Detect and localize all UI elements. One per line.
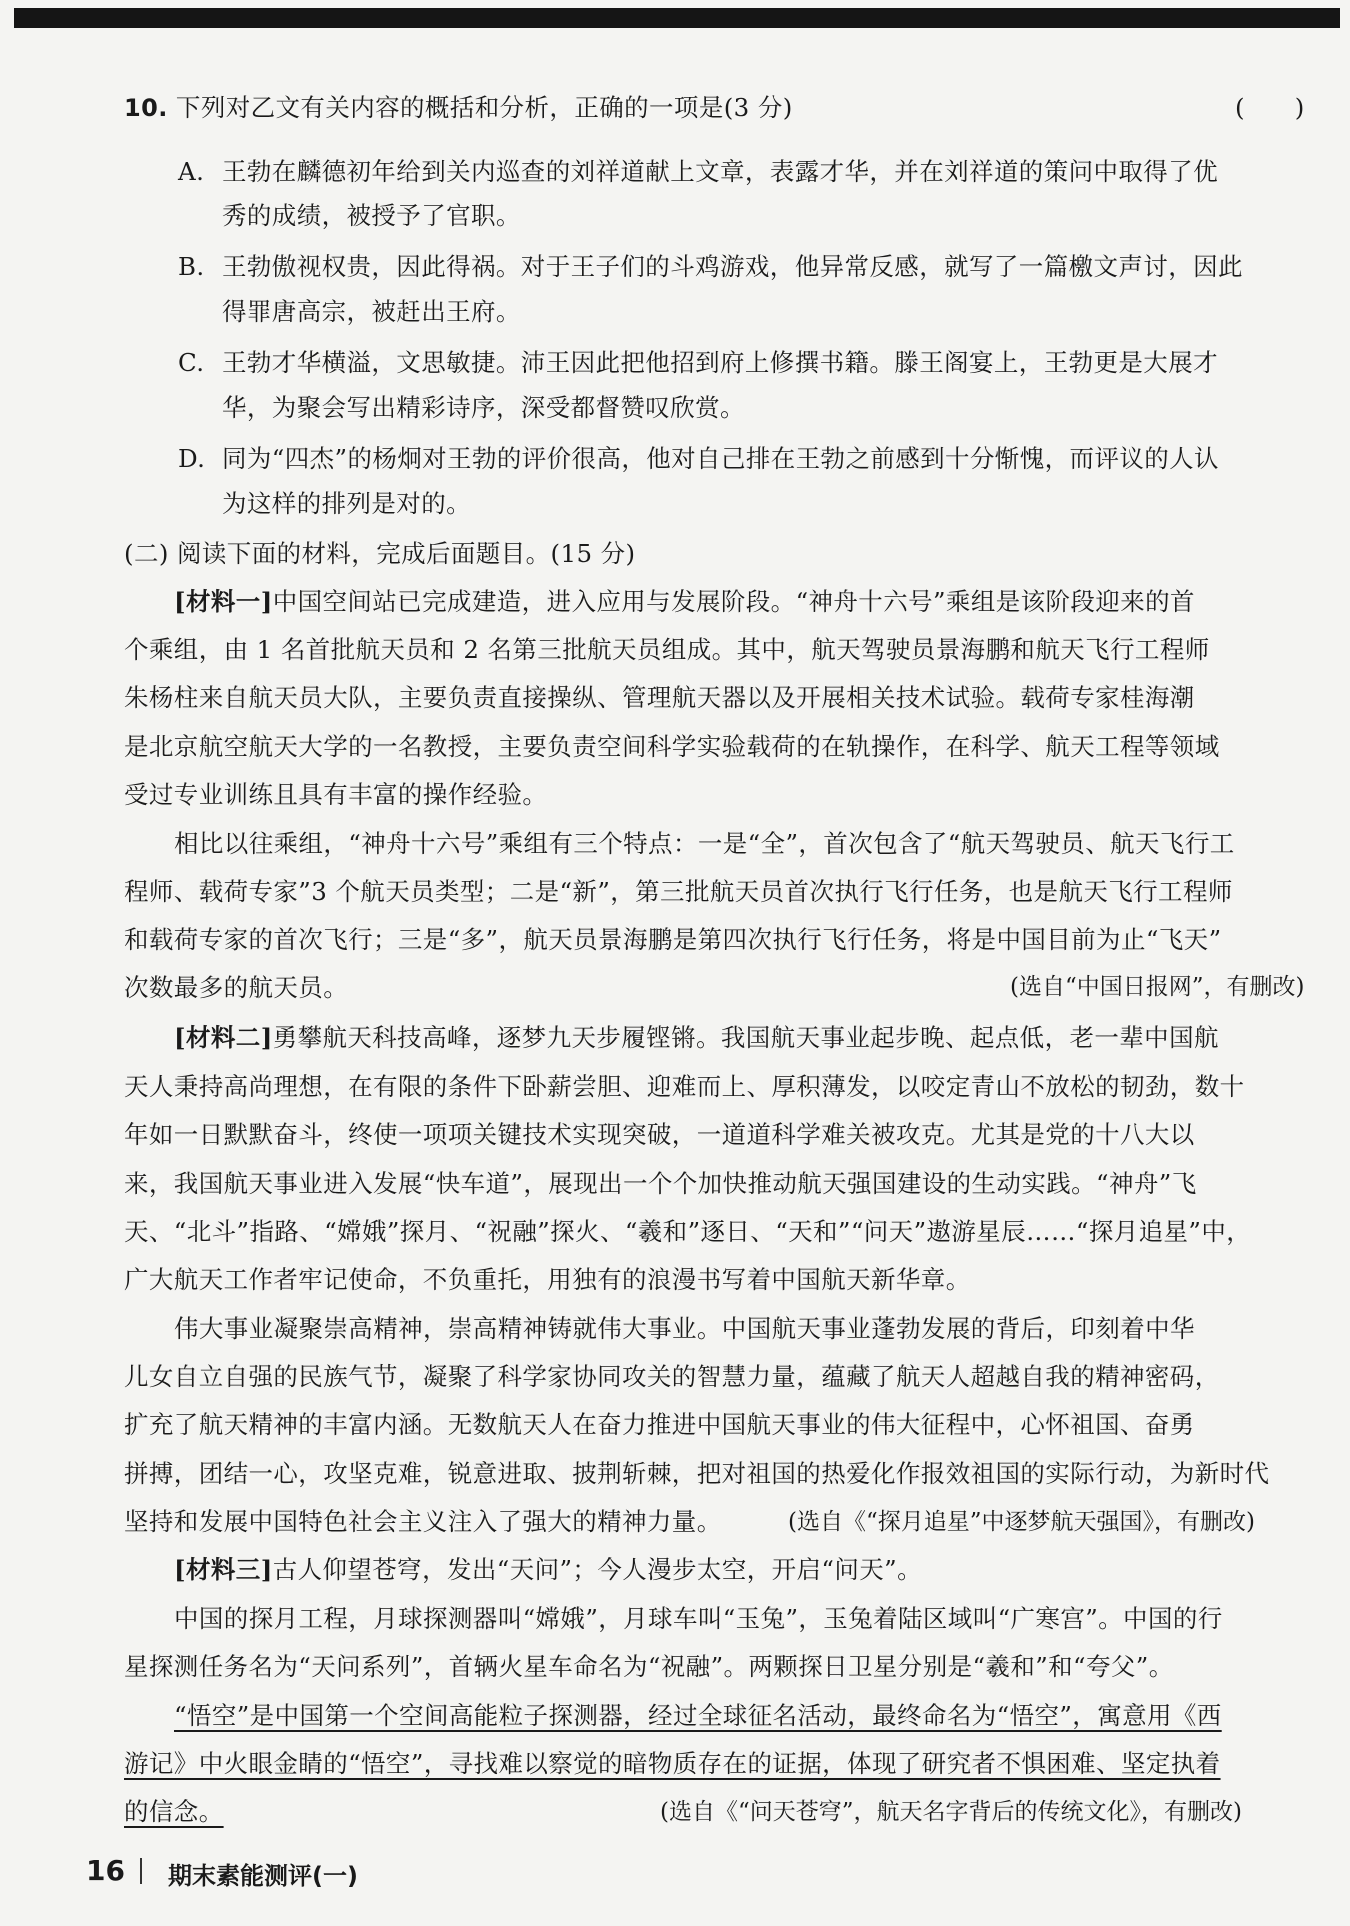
material1-line: 是北京航空航天大学的一名教授，主要负责空间科学实验载荷的在轨操作，在科学、航天工程等领域 xyxy=(124,732,1220,761)
footer-divider xyxy=(140,1858,142,1884)
material1-line: 次数最多的航天员。 xyxy=(124,973,349,1002)
answer-box: ( ) xyxy=(1235,93,1305,122)
material2-line: 伟大事业凝聚崇高精神，崇高精神铸就伟大事业。中国航天事业蓬勃发展的背后，印刻着中华 xyxy=(174,1314,1195,1343)
option-b-label: B. xyxy=(178,252,205,281)
option-c-line2: 华，为聚会写出精彩诗序，深受都督赞叹欣赏。 xyxy=(222,393,745,422)
option-c-line1: 王勃才华横溢，文思敏捷。沛王因此把他招到府上修撰书籍。滕王阁宴上，王勃更是大展才 xyxy=(222,348,1218,377)
material3-tag: [材料三] xyxy=(174,1555,273,1584)
material1-text: 中国空间站已完成建造，进入应用与发展阶段。“神舟十六号”乘组是该阶段迎来的首 xyxy=(272,587,1195,616)
material1-line: 受过专业训练且具有丰富的操作经验。 xyxy=(124,780,548,809)
question-10-stem xyxy=(124,92,793,124)
material3-first-line xyxy=(174,1554,922,1586)
option-d-line2: 为这样的排列是对的。 xyxy=(222,489,471,518)
material3-source: (选自《“问天苍穹”，航天名字背后的传统文化》，有删改) xyxy=(660,1799,1242,1825)
material1-line: 程师、载荷专家”3 个航天员类型；二是“新”，第三批航天员首次执行飞行任务，也是航天飞行工程师 xyxy=(124,877,1233,906)
option-a-label: A. xyxy=(178,157,205,186)
material3-underlined-line: 游记》中火眼金睛的“悟空”，寻找难以察觉的暗物质存在的证据，体现了研究者不惧困难、坚定执着 xyxy=(124,1749,1221,1778)
material1-line: 相比以往乘组，“神舟十六号”乘组有三个特点：一是“全”，首次包含了“航天驾驶员、航天飞行工 xyxy=(174,829,1235,858)
material3-underlined-line: 的信念。 xyxy=(124,1797,224,1826)
material1-tag: [材料一] xyxy=(174,587,273,616)
material2-line: 儿女自立自强的民族气节，凝聚了科学家协同攻关的智慧力量，蕴藏了航天人超越自我的精神密码， xyxy=(124,1362,1220,1391)
material2-line: 拼搏，团结一心，攻坚克难，锐意进取、披荆斩棘，把对祖国的热爱化作报效祖国的实际行动，为新时代 xyxy=(124,1459,1270,1488)
option-c-label: C. xyxy=(178,348,205,377)
page-number: 16 xyxy=(86,1854,125,1887)
material1-line: 个乘组，由 1 名首批航天员和 2 名第三批航天员组成。其中，航天驾驶员景海鹏和航天飞行工程师 xyxy=(124,635,1210,664)
material1-first-line xyxy=(174,586,1195,618)
material2-line: 扩充了航天精神的丰富内涵。无数航天人在奋力推进中国航天事业的伟大征程中，心怀祖国、奋勇 xyxy=(124,1410,1195,1439)
material3-line: 中国的探月工程，月球探测器叫“嫦娥”，月球车叫“玉兔”，玉兔着陆区域叫“广寒宫”。中国的行 xyxy=(174,1604,1223,1633)
material2-line: 来，我国航天事业进入发展“快车道”，展现出一个个加快推动航天强国建设的生动实践。“神舟”飞 xyxy=(124,1169,1197,1198)
option-b-line1: 王勃傲视权贵，因此得祸。对于王子们的斗鸡游戏，他异常反感，就写了一篇檄文声讨，因此 xyxy=(222,252,1243,281)
material2-source: (选自《“探月追星”中逐梦航天强国》，有删改) xyxy=(788,1509,1255,1535)
option-d-line1: 同为“四杰”的杨炯对王勃的评价很高，他对自己排在王勃之前感到十分惭愧，而评议的人认 xyxy=(222,444,1219,473)
section-heading: (二) 阅读下面的材料，完成后面题目。(15 分) xyxy=(124,539,636,568)
option-a-line1: 王勃在麟德初年给到关内巡查的刘祥道献上文章，表露才华，并在刘祥道的策问中取得了优 xyxy=(222,157,1218,186)
option-d-label: D. xyxy=(178,444,206,473)
material2-tag: [材料二] xyxy=(174,1023,273,1052)
material2-line: 年如一日默默奋斗，终使一项项关键技术实现突破，一道道科学难关被攻克。尤其是党的十八大以 xyxy=(124,1120,1195,1149)
question-number: 10. xyxy=(124,94,168,122)
material1-source: (选自“中国日报网”，有删改) xyxy=(1010,974,1305,1000)
option-b-line2: 得罪唐高宗，被赶出王府。 xyxy=(222,297,521,326)
material3-text: 古人仰望苍穹，发出“天问”；今人漫步太空，开启“问天”。 xyxy=(272,1555,922,1584)
material2-line: 坚持和发展中国特色社会主义注入了强大的精神力量。 xyxy=(124,1507,722,1536)
question-text: 下列对乙文有关内容的概括和分析，正确的一项是(3 分) xyxy=(175,93,793,122)
material3-underlined-line: “悟空”是中国第一个空间高能粒子探测器，经过全球征名活动，最终命名为“悟空”，寓意用《西 xyxy=(174,1701,1222,1730)
material2-first-line xyxy=(174,1022,1219,1054)
material2-line: 天人秉持高尚理想，在有限的条件下卧薪尝胆、迎难而上、厚积薄发，以咬定青山不放松的韧劲，数十 xyxy=(124,1072,1245,1101)
material2-line: 广大航天工作者牢记使命，不负重托，用独有的浪漫书写着中国航天新华章。 xyxy=(124,1265,971,1294)
material1-line: 朱杨柱来自航天员大队，主要负责直接操纵、管理航天器以及开展相关技术试验。载荷专家桂海潮 xyxy=(124,683,1195,712)
material3-line: 星探测任务名为“天问系列”，首辆火星车命名为“祝融”。两颗探日卫星分别是“羲和”和“夸父”。 xyxy=(124,1652,1174,1681)
material2-line: 天、“北斗”指路、“嫦娥”探月、“祝融”探火、“羲和”逐日、“天和”“问天”遨游星辰……“探月追星”中， xyxy=(124,1217,1252,1246)
option-a-line2: 秀的成绩，被授予了官职。 xyxy=(222,201,521,230)
material1-line: 和载荷专家的首次飞行；三是“多”，航天员景海鹏是第四次执行飞行任务，将是中国目前为止“飞天” xyxy=(124,925,1222,954)
material2-text: 勇攀航天科技高峰，逐梦九天步履铿锵。我国航天事业起步晚、起点低，老一辈中国航 xyxy=(272,1023,1219,1052)
footer-title: 期末素能测评(一) xyxy=(168,1862,358,1890)
